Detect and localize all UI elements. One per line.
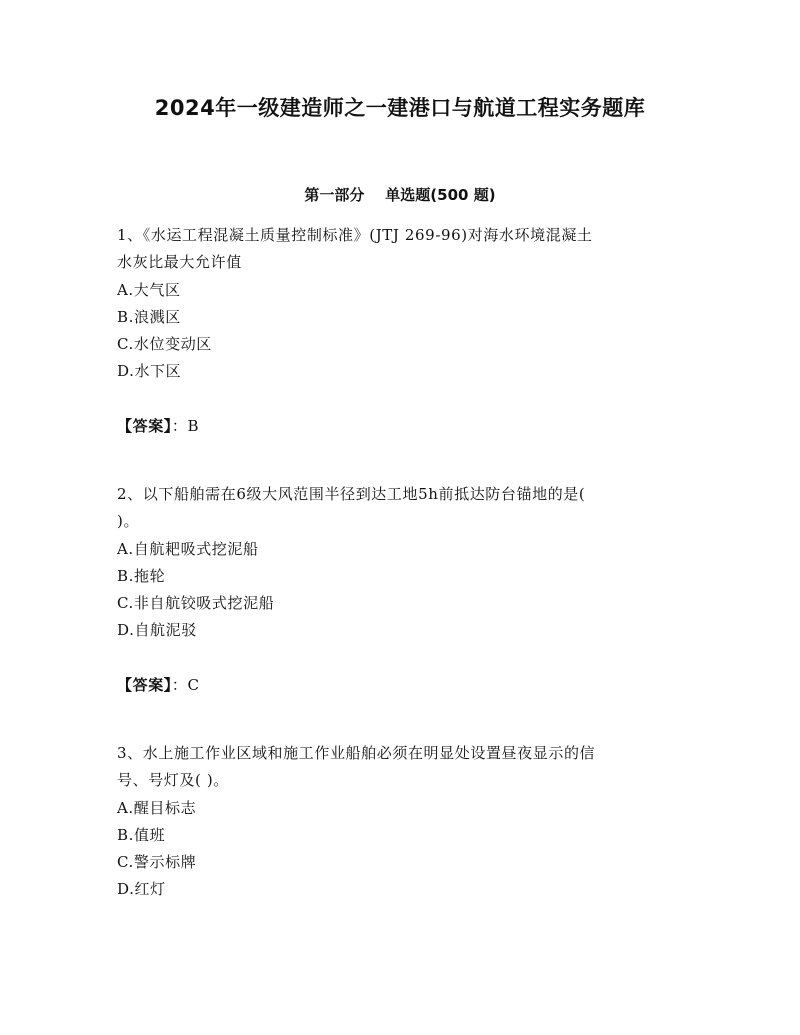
option-a: A.自航耙吸式挖泥船 (117, 540, 259, 558)
option-b: B.浪溅区 (117, 308, 181, 326)
option-c: C.水位变动区 (117, 335, 212, 353)
option-d: D.水下区 (117, 362, 182, 380)
answer-line (117, 413, 199, 440)
answer-line (117, 672, 200, 699)
question-stem-line: )。 (117, 512, 140, 530)
question-stem-line: 1、《水运工程混凝土质量控制标准》(JTJ 269-96)对海水环境混凝土 (117, 226, 593, 244)
section-heading: 第一部分 单选题(500 题) (304, 186, 496, 204)
answer-label: 【答案】 (117, 676, 172, 694)
answer-value: ：B (171, 417, 200, 435)
option-d: D.红灯 (117, 880, 166, 898)
option-c: C.警示标牌 (117, 853, 197, 871)
question-stem-line: 号、号灯及( )。 (117, 771, 229, 789)
option-b: B.拖轮 (117, 567, 166, 585)
question-stem-line: 水灰比最大允许值 (117, 253, 242, 271)
question-stem-line: 2、以下船舶需在6级大风范围半径到达工地5h前抵达防台锚地的是( (117, 485, 586, 503)
option-a: A.大气区 (117, 281, 181, 299)
answer-value: ：C (171, 676, 200, 694)
answer-label: 【答案】 (117, 417, 172, 435)
option-b: B.值班 (117, 826, 166, 844)
option-a: A.醒目标志 (117, 799, 197, 817)
option-d: D.自航泥驳 (117, 621, 197, 639)
question-stem-line: 3、水上施工作业区域和施工作业船舶必须在明显处设置昼夜显示的信 (117, 744, 596, 762)
option-c: C.非自航铰吸式挖泥船 (117, 594, 275, 612)
document-title: 2024年一级建造师之一建港口与航道工程实务题库 (154, 96, 646, 120)
